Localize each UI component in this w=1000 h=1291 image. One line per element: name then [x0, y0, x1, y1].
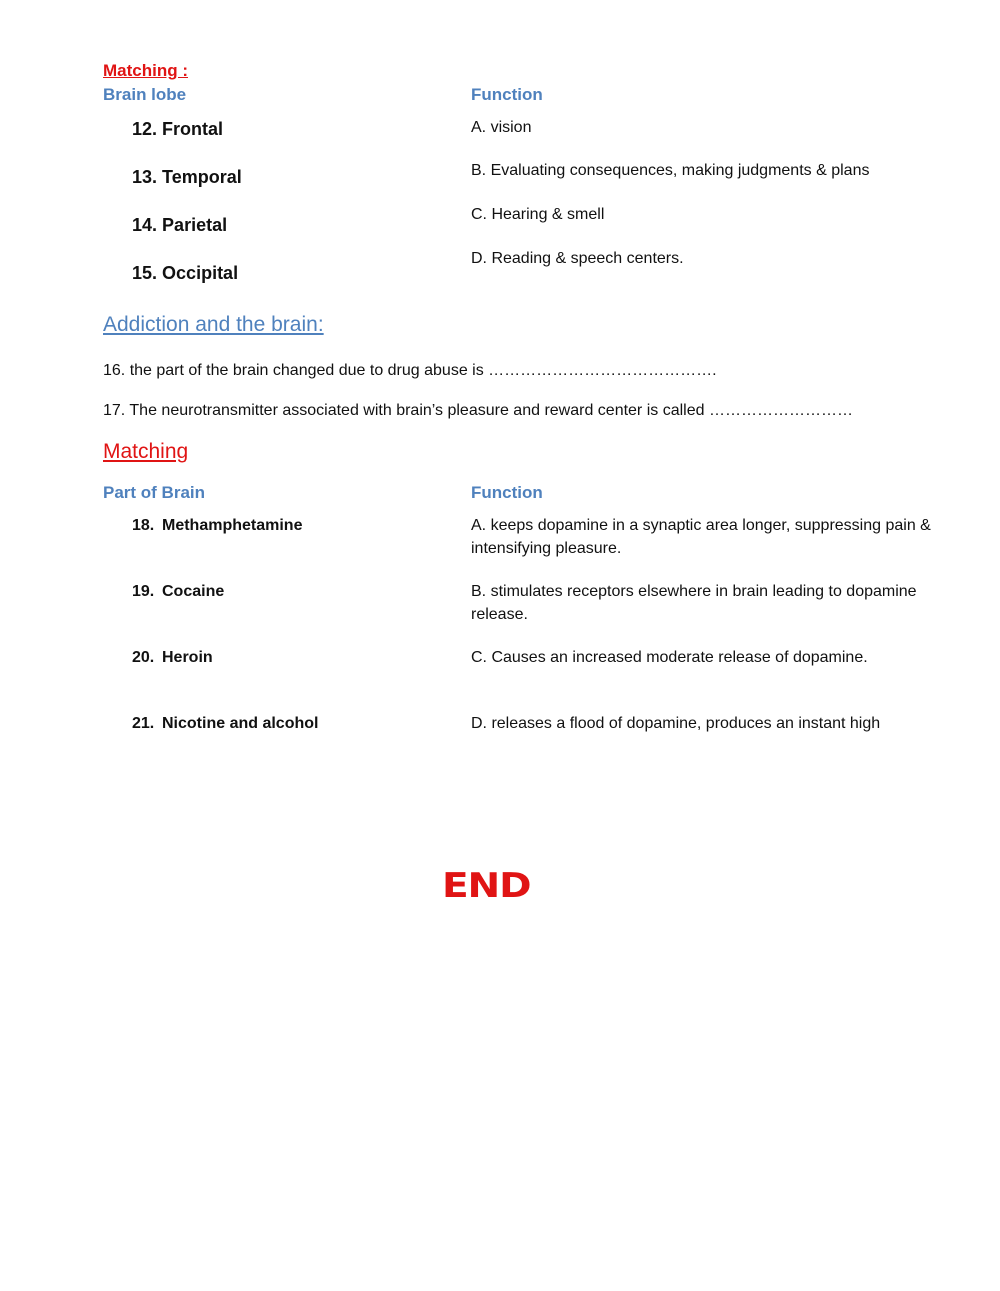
- item-number: 20.: [132, 649, 155, 666]
- lobe-item: [132, 215, 227, 236]
- item-number: 21.: [132, 715, 155, 732]
- brain-lobe-column-header: Brain lobe: [103, 85, 187, 104]
- matching-section-heading: Matching: [103, 440, 189, 463]
- function-column-header: Function: [471, 483, 543, 502]
- function-option: C. Hearing & smell: [471, 206, 605, 223]
- lobe-item: [132, 263, 238, 284]
- matching-heading: Matching :: [103, 61, 188, 80]
- drug-item: [132, 649, 213, 667]
- item-label: Nicotine and alcohol: [162, 715, 319, 732]
- item-label: Occipital: [162, 263, 239, 283]
- function-column-header: Function: [471, 85, 543, 104]
- drug-function-option: C. Causes an increased moderate release of dopamine.: [471, 649, 868, 666]
- item-number: 19.: [132, 583, 155, 600]
- drug-item: [132, 715, 318, 733]
- drug-item: [132, 517, 302, 535]
- item-number: 13.: [132, 167, 158, 187]
- addiction-section-heading: Addiction and the brain:: [103, 313, 324, 336]
- end-label: END: [442, 866, 531, 906]
- item-label: Parietal: [162, 215, 228, 235]
- item-label: Temporal: [162, 167, 242, 187]
- function-option: D. Reading & speech centers.: [471, 250, 684, 267]
- item-number: 14.: [132, 215, 158, 235]
- item-number: 12.: [132, 119, 158, 139]
- drug-function-option: A. keeps dopamine in a synaptic area longer, suppressing pain & intensifying pleasure.: [471, 517, 931, 557]
- part-of-brain-column-header: Part of Brain: [103, 483, 206, 502]
- question-16: 16. the part of the brain changed due to drug abuse is …………………………………….: [103, 362, 717, 379]
- question-17: 17. The neurotransmitter associated with brain’s pleasure and reward center is called ………………………: [103, 402, 853, 419]
- lobe-item: [132, 119, 223, 140]
- item-label: Frontal: [162, 119, 224, 139]
- drug-function-option: D. releases a flood of dopamine, produces an instant high: [471, 715, 881, 732]
- item-label: Methamphetamine: [162, 517, 303, 534]
- item-label: Heroin: [162, 649, 213, 666]
- drug-function-option: B. stimulates receptors elsewhere in brain leading to dopamine release.: [471, 583, 917, 623]
- item-label: Cocaine: [162, 583, 225, 600]
- item-number: 18.: [132, 517, 155, 534]
- lobe-item: [132, 167, 242, 188]
- item-number: 15.: [132, 263, 158, 283]
- function-option: A. vision: [471, 119, 532, 136]
- function-option: B. Evaluating consequences, making judgments & plans: [471, 162, 870, 179]
- drug-item: [132, 583, 224, 601]
